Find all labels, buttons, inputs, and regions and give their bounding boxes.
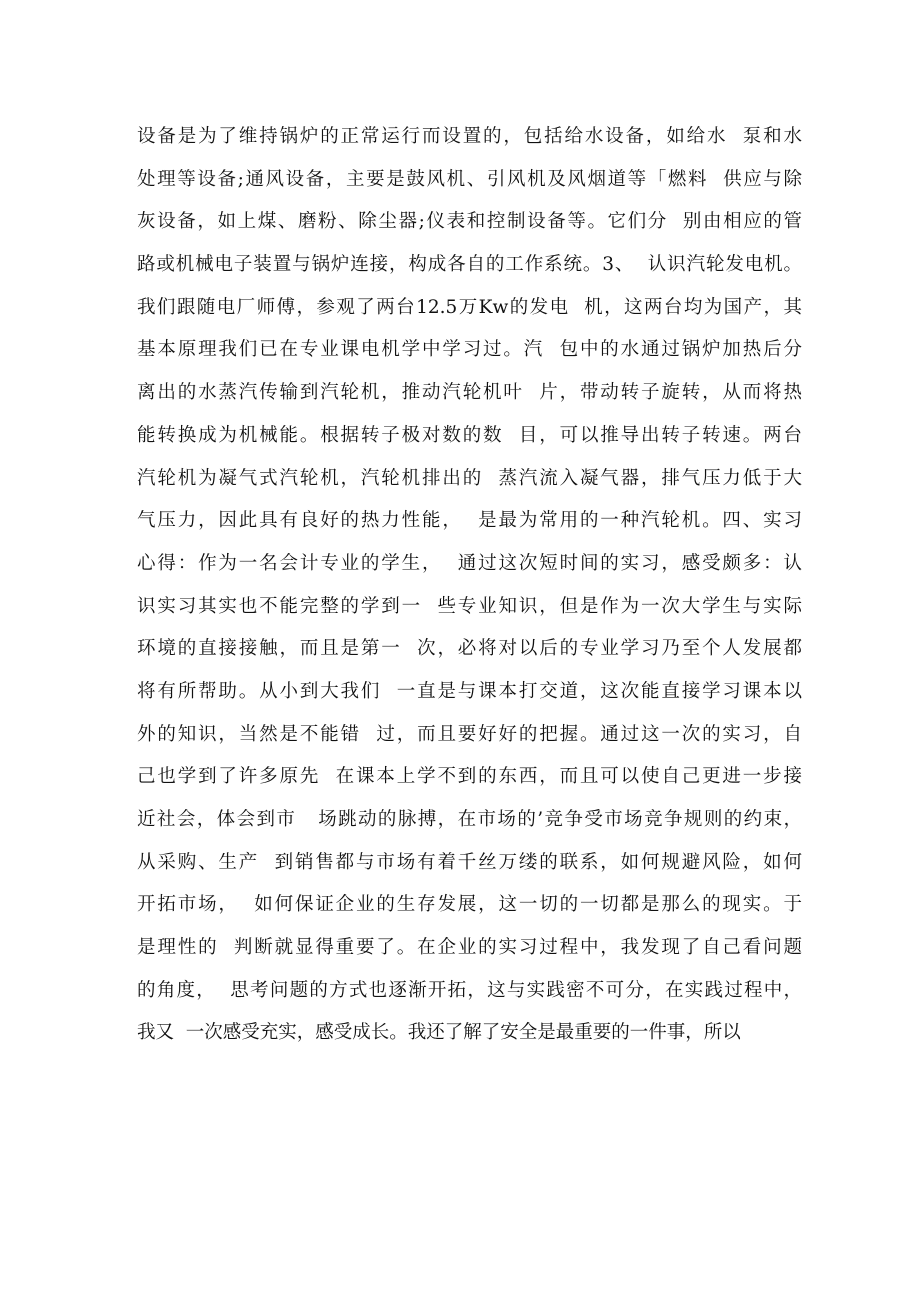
- text-line: 气压力，因此具有良好的热力性能， 是最为常用的一种汽轮机。四、实习: [137, 510, 802, 532]
- text-line: 离出的水蒸汽传输到汽轮机，推动汽轮机叶 片，带动转子旋转，从而将热: [137, 382, 802, 404]
- text-line: 识实习其实也不能完整的学到一 些专业知识，但是作为一次大学生与实际: [137, 595, 802, 617]
- text-line: 基本原理我们已在专业课电机学中学习过。汽 包中的水通过锅炉加热后分: [137, 339, 802, 361]
- text-line: 我又 一次感受充实，感受成长。我还了解了安全是最重要的一件事，所以: [137, 1022, 741, 1044]
- text-line: 开拓市场， 如何保证企业的生存发展，这一切的一切都是那么的现实。于: [137, 894, 802, 916]
- body-text: [137, 116, 802, 1055]
- text-line: 环境的直接接触，而且是第一 次，必将对以后的专业学习乃至个人发展都: [137, 638, 802, 660]
- text-line: 灰设备，如上煤、磨粉、除尘器;仪表和控制设备等。它们分 别由相应的管: [137, 211, 802, 233]
- text-line: 处理等设备;通风设备，主要是鼓风机、引风机及风烟道等「燃料 供应与除: [137, 168, 802, 190]
- text-line: 将有所帮助。从小到大我们 一直是与课本打交道，这次能直接学习课本以: [137, 680, 802, 702]
- text-line: 外的知识，当然是不能错 过，而且要好好的把握。通过这一次的实习，自: [137, 723, 802, 745]
- text-line: 汽轮机为凝气式汽轮机，汽轮机排出的 蒸汽流入凝气器，排气压力低于大: [137, 467, 802, 489]
- text-line: 的角度， 思考问题的方式也逐渐开拓，这与实践密不可分，在实践过程中，: [137, 979, 802, 1001]
- text-line: 路或机械电子装置与锅炉连接，构成各自的工作系统。3、 认识汽轮发电机。: [137, 254, 802, 276]
- text-line: 我们跟随电厂师傅，参观了两台12.5万Kw的发电 机，这两台均为国产，其: [137, 296, 802, 318]
- text-line: 近社会，体会到市 场跳动的脉搏，在市场的’竞争受市场竞争规则的约束，: [137, 809, 802, 830]
- text-line: 心得：作为一名会计专业的学生， 通过这次短时间的实习，感受颇多：认: [137, 552, 802, 574]
- text-line: 设备是为了维持锅炉的正常运行而设置的，包括给水设备，如给水 泵和水: [137, 126, 802, 147]
- text-line: 己也学到了许多原先 在课本上学不到的东西，而且可以使自己更进一步接: [137, 766, 802, 788]
- text-line: 从采购、生产 到销售都与市场有着千丝万缕的联系，如何规避风险，如何: [137, 851, 802, 873]
- text-line: 能转换成为机械能。根据转子极对数的数 目，可以推导出转子转速。两台: [137, 424, 802, 446]
- text-line: 是理性的 判断就显得重要了。在企业的实习过程中，我发现了自己看问题: [137, 937, 802, 959]
